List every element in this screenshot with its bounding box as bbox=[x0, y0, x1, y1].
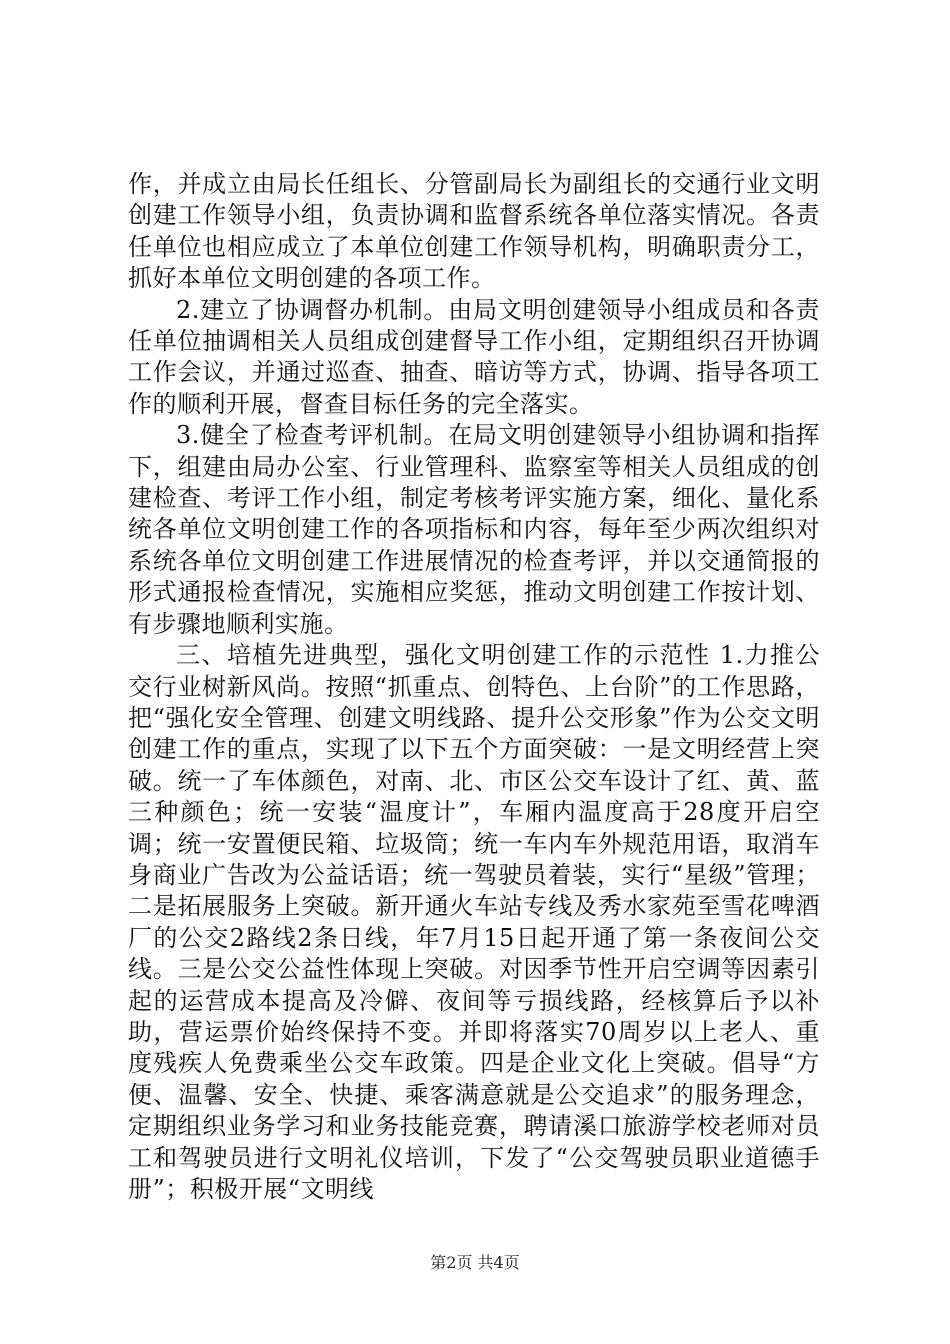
paragraph-coordination-mechanism: 2.建立了协调督办机制。由局文明创建领导小组成员和各责任单位抽调相关人员组成创建督导工作小组，定期组织召开协调工作会议，并通过巡查、抽查、暗访等方式，协调、指导各项工作的顺利开展，督查目标任务的完全落实。 bbox=[128, 295, 820, 418]
paragraph-advanced-models: 三、培植先进典型，强化文明创建工作的示范性 1.力推公交行业树新风尚。按照“抓重点、创特色、上台阶”的工作思路，把“强化安全管理、创建文明线路、提升公交形象”作为公交文明创建工作的重点，实现了以下五个方面突破：一是文明经营上突破。统一了车体颜色，对南、北、市区公交车设计了红、黄、蓝三种颜色；统一安装“温度计”，车厢内温度高于28度开启空调；统一安置便民箱、垃圾筒；统一车内车外规范用语，取消车身商业广告改为公益话语；统一驾驶员着装，实行“星级”管理；二是拓展服务上突破。新开通火车站专线及秀水家苑至雪花啤酒厂的公交2路线2条日线，年7月15日起开通了第一条夜间公交线。三是公交公益性体现上突破。对因季节性开启空调等因素引起的运营成本提高及冷僻、夜间等亏损线路，经核算后予以补助，营运票价始终保持不变。并即将落实70周岁以上老人、重度残疾人免费乘坐公交车政策。四是企业文化上突破。倡导“方便、温馨、安全、快捷、乘客满意就是公交追求”的服务理念，定期组织业务学习和业务技能竞赛，聘请溪口旅游学校老师对员工和驾驶员进行文明礼仪培训，下发了“公交驾驶员职业道德手册”；积极开展“文明线 bbox=[128, 641, 820, 1203]
page-footer: 第2页 共4页 bbox=[430, 1253, 520, 1272]
paragraph-continuation: 作，并成立由局长任组长、分管副局长为副组长的交通行业文明创建工作领导小组，负责协调和监督系统各单位落实情况。各责任单位也相应成立了本单位创建工作领导机构，明确职责分工，抓好本单位文明创建的各项工作。 bbox=[128, 170, 820, 293]
document-body bbox=[128, 169, 820, 1205]
paragraph-inspection-mechanism: 3.健全了检查考评机制。在局文明创建领导小组协调和指挥下，组建由局办公室、行业管理科、监察室等相关人员组成的创建检查、考评工作小组，制定考核考评实施方案，细化、量化系统各单位文明创建工作的各项指标和内容，每年至少两次组织对系统各单位文明创建工作进展情况的检查考评，并以交通简报的形式通报检查情况，实施相应奖惩，推动文明创建工作按计划、有步骤地顺利实施。 bbox=[128, 421, 820, 638]
